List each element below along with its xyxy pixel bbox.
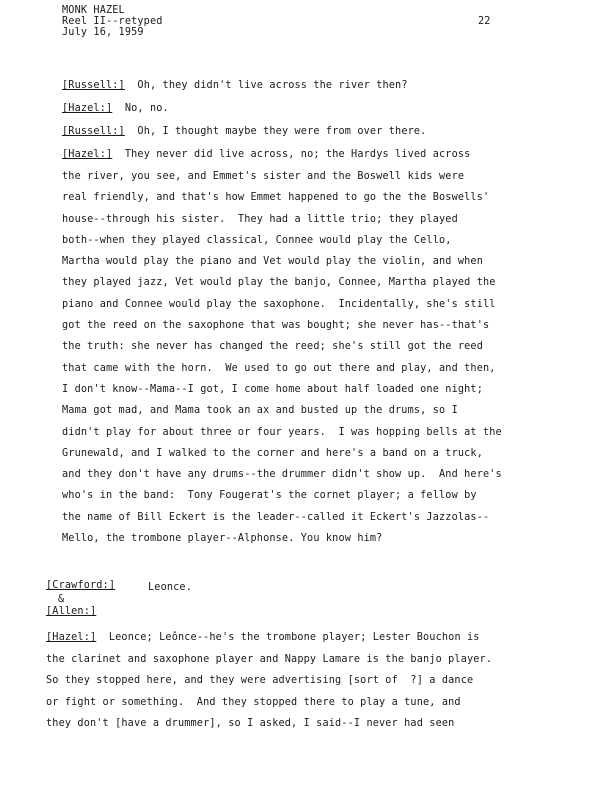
- speaker-label: [Hazel:]: [62, 103, 113, 114]
- transcript-line: Grunewald, and I walked to the corner and here's a band on a truck,: [62, 447, 483, 459]
- transcript-line: who's in the band: Tony Fougerat's the cornet player; a fellow by: [62, 490, 477, 502]
- transcript-line: the clarinet and saxophone player and Nappy Lamare is the banjo player.: [46, 654, 493, 665]
- interviewee-name: MONK HAZEL: [62, 5, 125, 16]
- speaker-label: [Russell:]: [62, 126, 125, 137]
- dialogue-text: They never did live across, no; the Hardys lived across: [124, 149, 471, 160]
- dialogue-line: [46, 626, 536, 649]
- dialogue-text: No, no.: [124, 103, 169, 114]
- reel-label: Reel II--retyped: [62, 16, 163, 27]
- dialogue-text: Leonce; Leônce--he's the trombone player; Lester Bouchon is: [108, 632, 480, 643]
- transcript-line: they played jazz, Vet would play the banjo, Connee, Martha played the: [62, 277, 496, 289]
- speaker-label: [Hazel:]: [62, 149, 113, 160]
- page-number: 22: [478, 16, 491, 27]
- interview-date: July 16, 1959: [62, 27, 144, 38]
- joint-speaker-block: [46, 580, 536, 620]
- transcript-line: the river, you see, and Emmet's sister and the Boswell kids were: [62, 171, 465, 182]
- dialogue-text: Leonce.: [148, 582, 192, 593]
- transcript-line: and they don't have any drums--the drummer didn't show up. And here's: [62, 469, 502, 481]
- speaker-label: [Hazel:]: [46, 632, 97, 643]
- transcript-line: got the reed on the saxophone that was bought; she never has--that's: [62, 320, 490, 332]
- transcript-line: So they stopped here, and they were advertising [sort of ?] a dance: [46, 675, 474, 687]
- transcript-line: the truth: she never has changed the reed; she's still got the reed: [62, 341, 483, 353]
- transcript-line: real friendly, and that's how Emmet happened to go the the Boswells': [62, 192, 490, 204]
- transcript-line: piano and Connee would play the saxophone. Incidentally, she's still: [62, 298, 496, 310]
- transcript-line: didn't play for about three or four years. I was hopping bells at the: [62, 426, 502, 438]
- transcript-line: or fight or something. And they stopped there to play a tune, and: [46, 696, 461, 708]
- transcript-line: the name of Bill Eckert is the leader--called it Eckert's Jazzolas--: [62, 511, 490, 523]
- speaker-label: [Russell:]: [62, 80, 125, 91]
- speaker-label: [Crawford:]: [46, 580, 116, 591]
- transcript-body-lower: [46, 580, 536, 734]
- speaker-label: [Allen:]: [46, 606, 97, 617]
- transcript-body: [62, 74, 532, 549]
- dialogue-line: [62, 97, 532, 120]
- transcript-line: Martha would play the piano and Vet would play the violin, and when: [62, 256, 483, 268]
- ampersand: &: [58, 594, 65, 605]
- transcript-line: Mello, the trombone player--Alphonse. You know him?: [62, 533, 383, 545]
- dialogue-line: [62, 74, 532, 97]
- transcript-line: that came with the horn. We used to go out there and play, and then,: [62, 362, 496, 374]
- transcript-line: I don't know--Mama--I got, I come home about half loaded one night;: [62, 383, 483, 395]
- transcript-line: both--when they played classical, Connee would play the Cello,: [62, 234, 452, 246]
- transcript-line: Mama got mad, and Mama took an ax and busted up the drums, so I: [62, 405, 458, 417]
- dialogue-text: Oh, they didn't live across the river then?: [137, 80, 408, 91]
- page-header: [62, 5, 163, 38]
- dialogue-line: [62, 120, 532, 143]
- dialogue-text: Oh, I thought maybe they were from over there.: [137, 126, 427, 137]
- transcript-line: house--through his sister. They had a little trio; they played: [62, 213, 458, 225]
- dialogue-line: [62, 143, 532, 166]
- transcript-line: they don't [have a drummer], so I asked, I said--I never had seen: [46, 717, 455, 729]
